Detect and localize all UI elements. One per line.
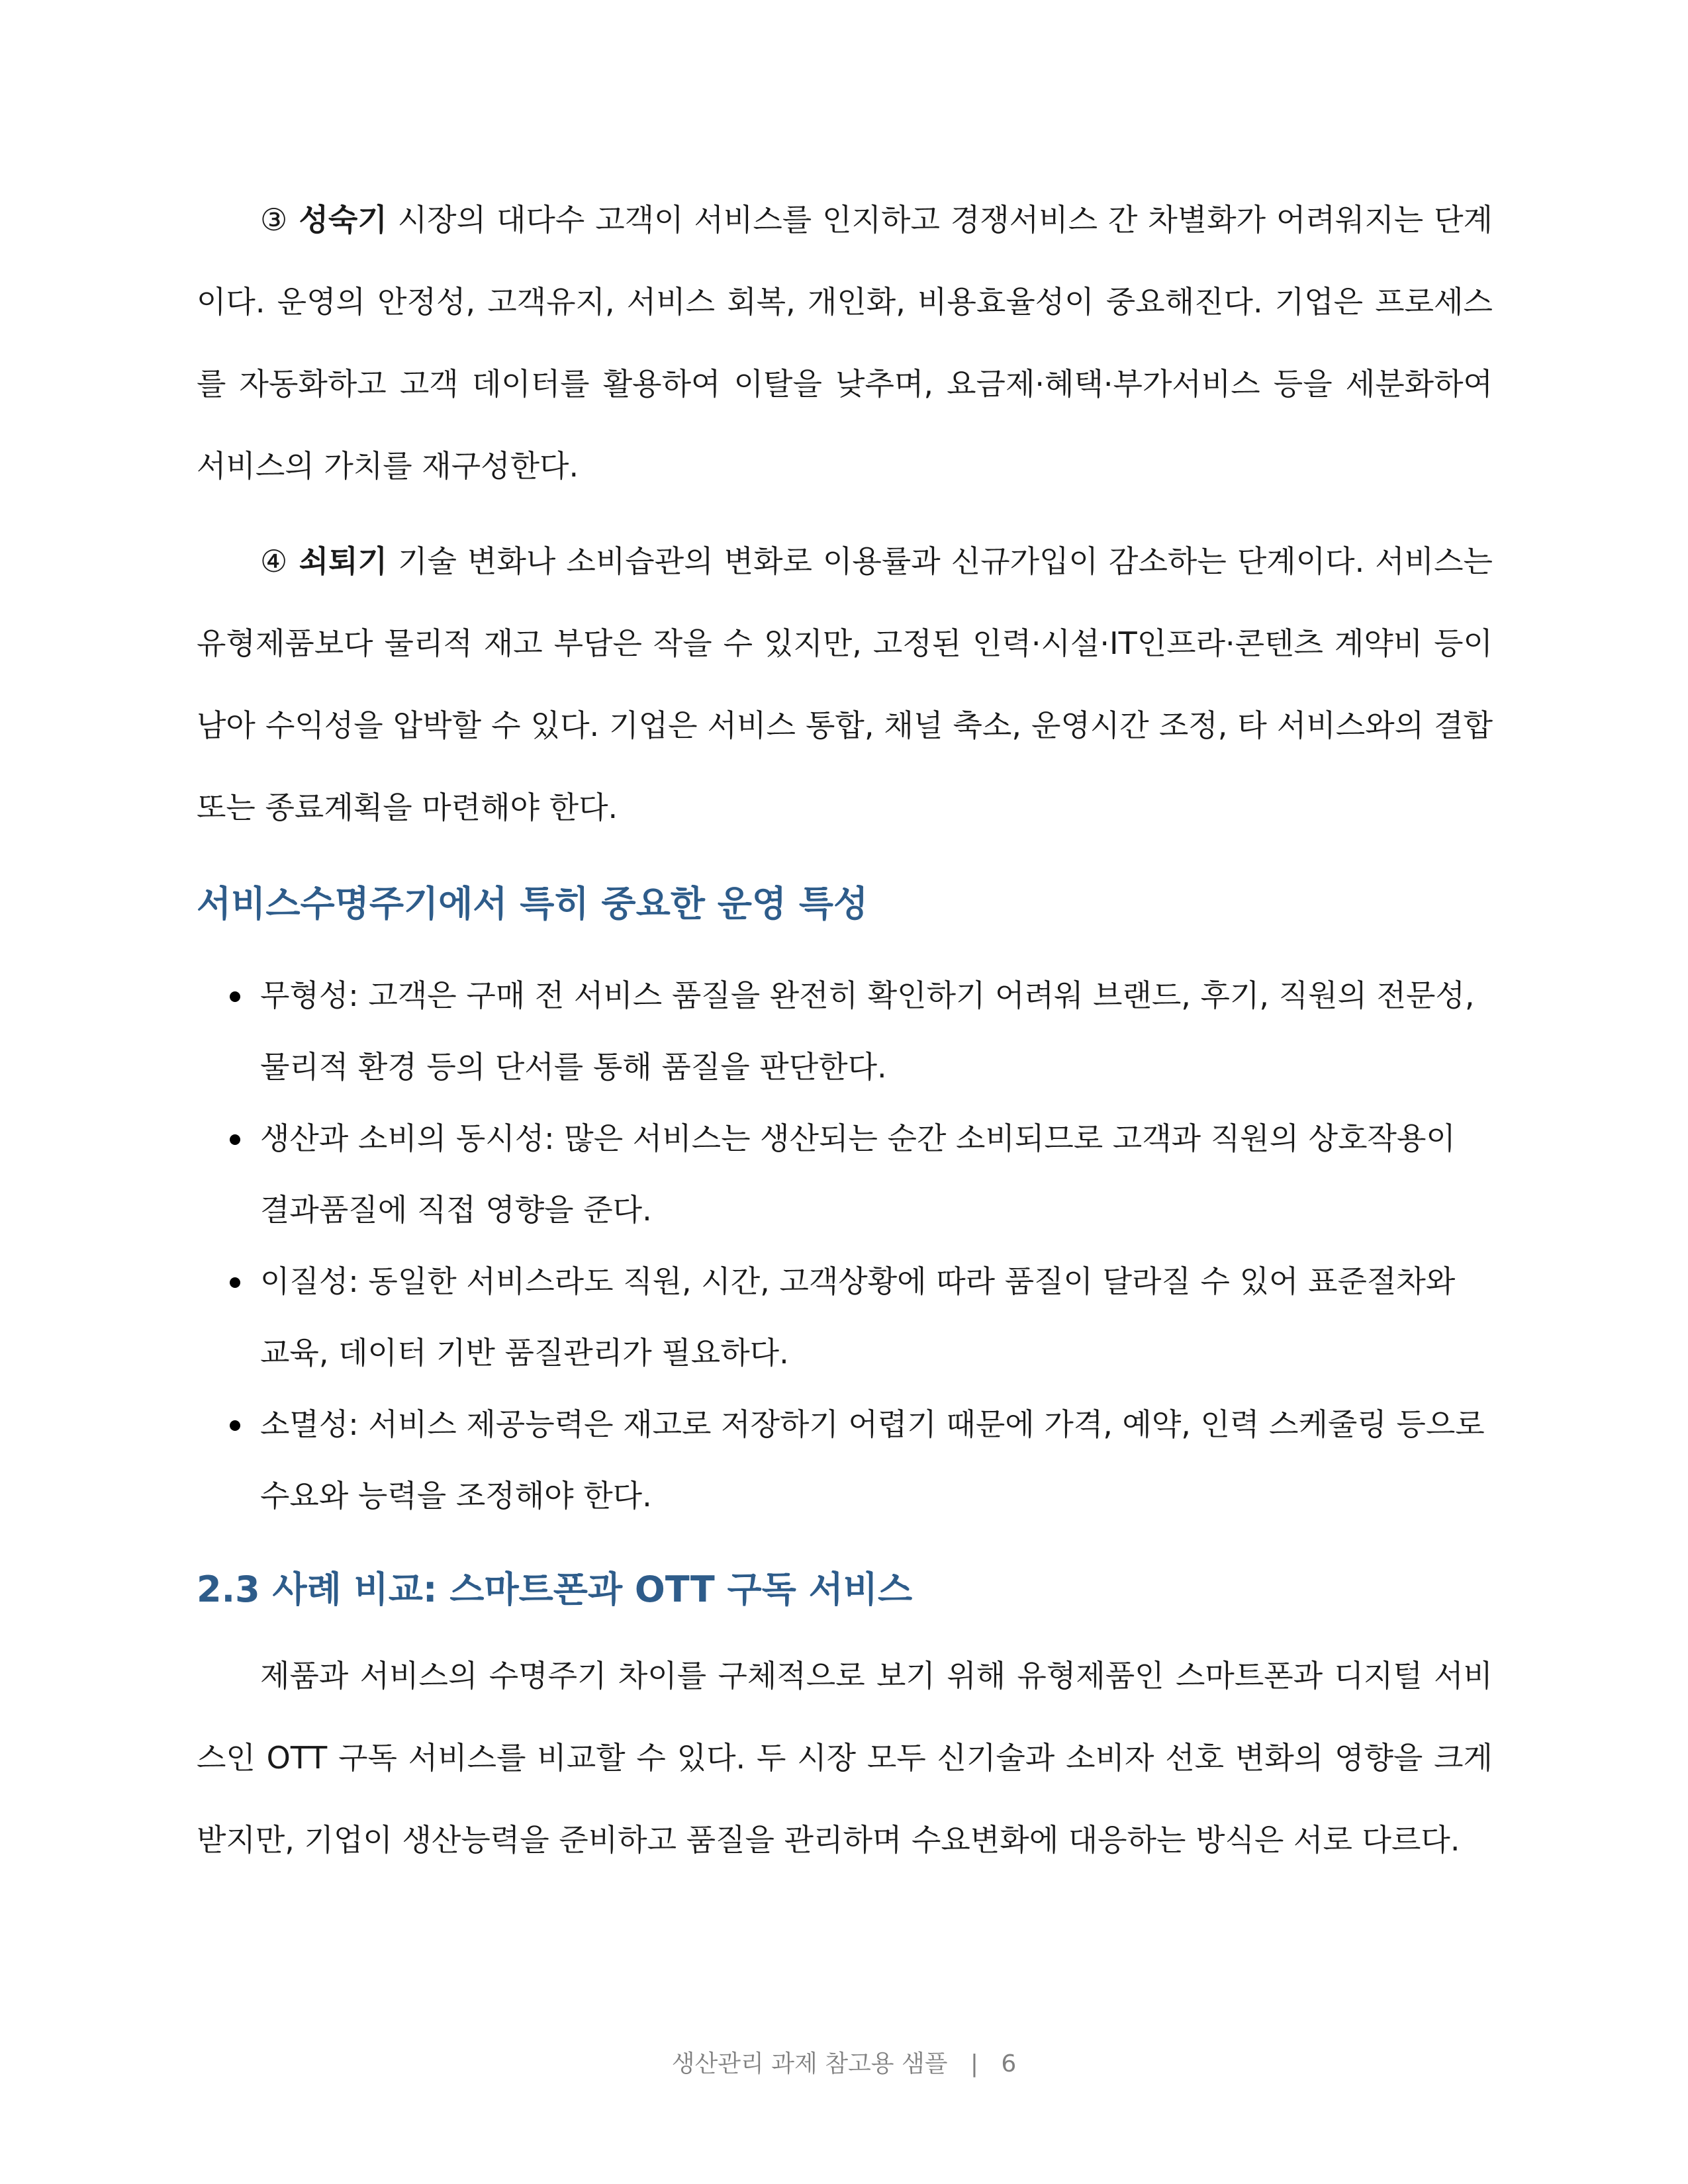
list-item-text: 이질성: 동일한 서비스라도 직원, 시간, 고객상황에 따라 품질이 달라질 수 있어 표준절차와 교육, 데이터 기반 품질관리가 필요하다. [260, 1263, 1456, 1371]
stage-marker: ③ [260, 202, 289, 238]
footer-label: 생산관리 과제 참고용 샘플 [671, 2050, 948, 2077]
list-item-text: 소멸성: 서비스 제공능력은 재고로 저장하기 어렵기 때문에 가격, 예약, 인력 스케줄링 등으로 수요와 능력을 조정해야 한다. [260, 1406, 1485, 1514]
bullet-icon [230, 991, 240, 1002]
list-item [197, 1388, 1493, 1531]
list-item [197, 1103, 1493, 1246]
section-heading-case-comparison: 2.3 사례 비교: 스마트폰과 OTT 구독 서비스 [197, 1569, 913, 1610]
bullet-icon [230, 1420, 240, 1431]
stage-term: 쇠퇴기 [299, 543, 388, 579]
paragraph-case-intro: 제품과 서비스의 수명주기 차이를 구체적으로 보기 위해 유형제품인 스마트폰과 디지털 서비스인 OTT 구독 서비스를 비교할 수 있다. 두 시장 모두 신기술과 소비자 선호 변화의 영향을 크게 받지만, 기업이 생산능력을 준비하고 품질을 관리하며 수요변화에 대응하는 방식은 서로 다르다. [197, 1658, 1493, 1858]
page-number: 6 [1001, 2050, 1017, 2077]
paragraph-text: 시장의 대다수 고객이 서비스를 인지하고 경쟁서비스 간 차별화가 어려워지는 단계이다. 운영의 안정성, 고객유지, 서비스 회복, 개인화, 비용효율성이 중요해진다. 기업은 프로세스를 자동화하고 고객 데이터를 활용하여 이탈을 낮추며, 요금제·혜택·부가서비스 등을 세분화하여 서비스의 가치를 재구성한다. [197, 202, 1493, 484]
page-footer [0, 2045, 1688, 2079]
paragraph-text: 기술 변화나 소비습관의 변화로 이용률과 신규가입이 감소하는 단계이다. 서비스는 유형제품보다 물리적 재고 부담은 작을 수 있지만, 고정된 인력·시설·IT인프라·콘텐츠 계약비 등이 남아 수익성을 압박할 수 있다. 기업은 서비스 통합, 채널 축소, 운영시간 조정, 타 서비스와의 결합 또는 종료계획을 마련해야 한다. [197, 543, 1493, 825]
bullet-icon [230, 1277, 240, 1288]
footer-separator: | [970, 2050, 979, 2077]
bullet-list [197, 960, 1493, 1531]
paragraph-maturity [197, 179, 1493, 507]
stage-marker: ④ [260, 543, 289, 579]
bullet-icon [230, 1134, 240, 1145]
list-item [197, 960, 1493, 1103]
list-item-text: 무형성: 고객은 구매 전 서비스 품질을 완전히 확인하기 어려워 브랜드, 후기, 직원의 전문성, 물리적 환경 등의 단서를 통해 품질을 판단한다. [260, 978, 1475, 1085]
list-item-text: 생산과 소비의 동시성: 많은 서비스는 생산되는 순간 소비되므로 고객과 직원의 상호작용이 결과품질에 직접 영향을 준다. [260, 1120, 1456, 1228]
stage-term: 성숙기 [299, 202, 387, 238]
list-item [197, 1246, 1493, 1388]
paragraph-decline [197, 520, 1493, 848]
section-heading-operations: 서비스수명주기에서 특히 중요한 운영 특성 [197, 883, 868, 925]
document-body [197, 179, 1493, 1894]
